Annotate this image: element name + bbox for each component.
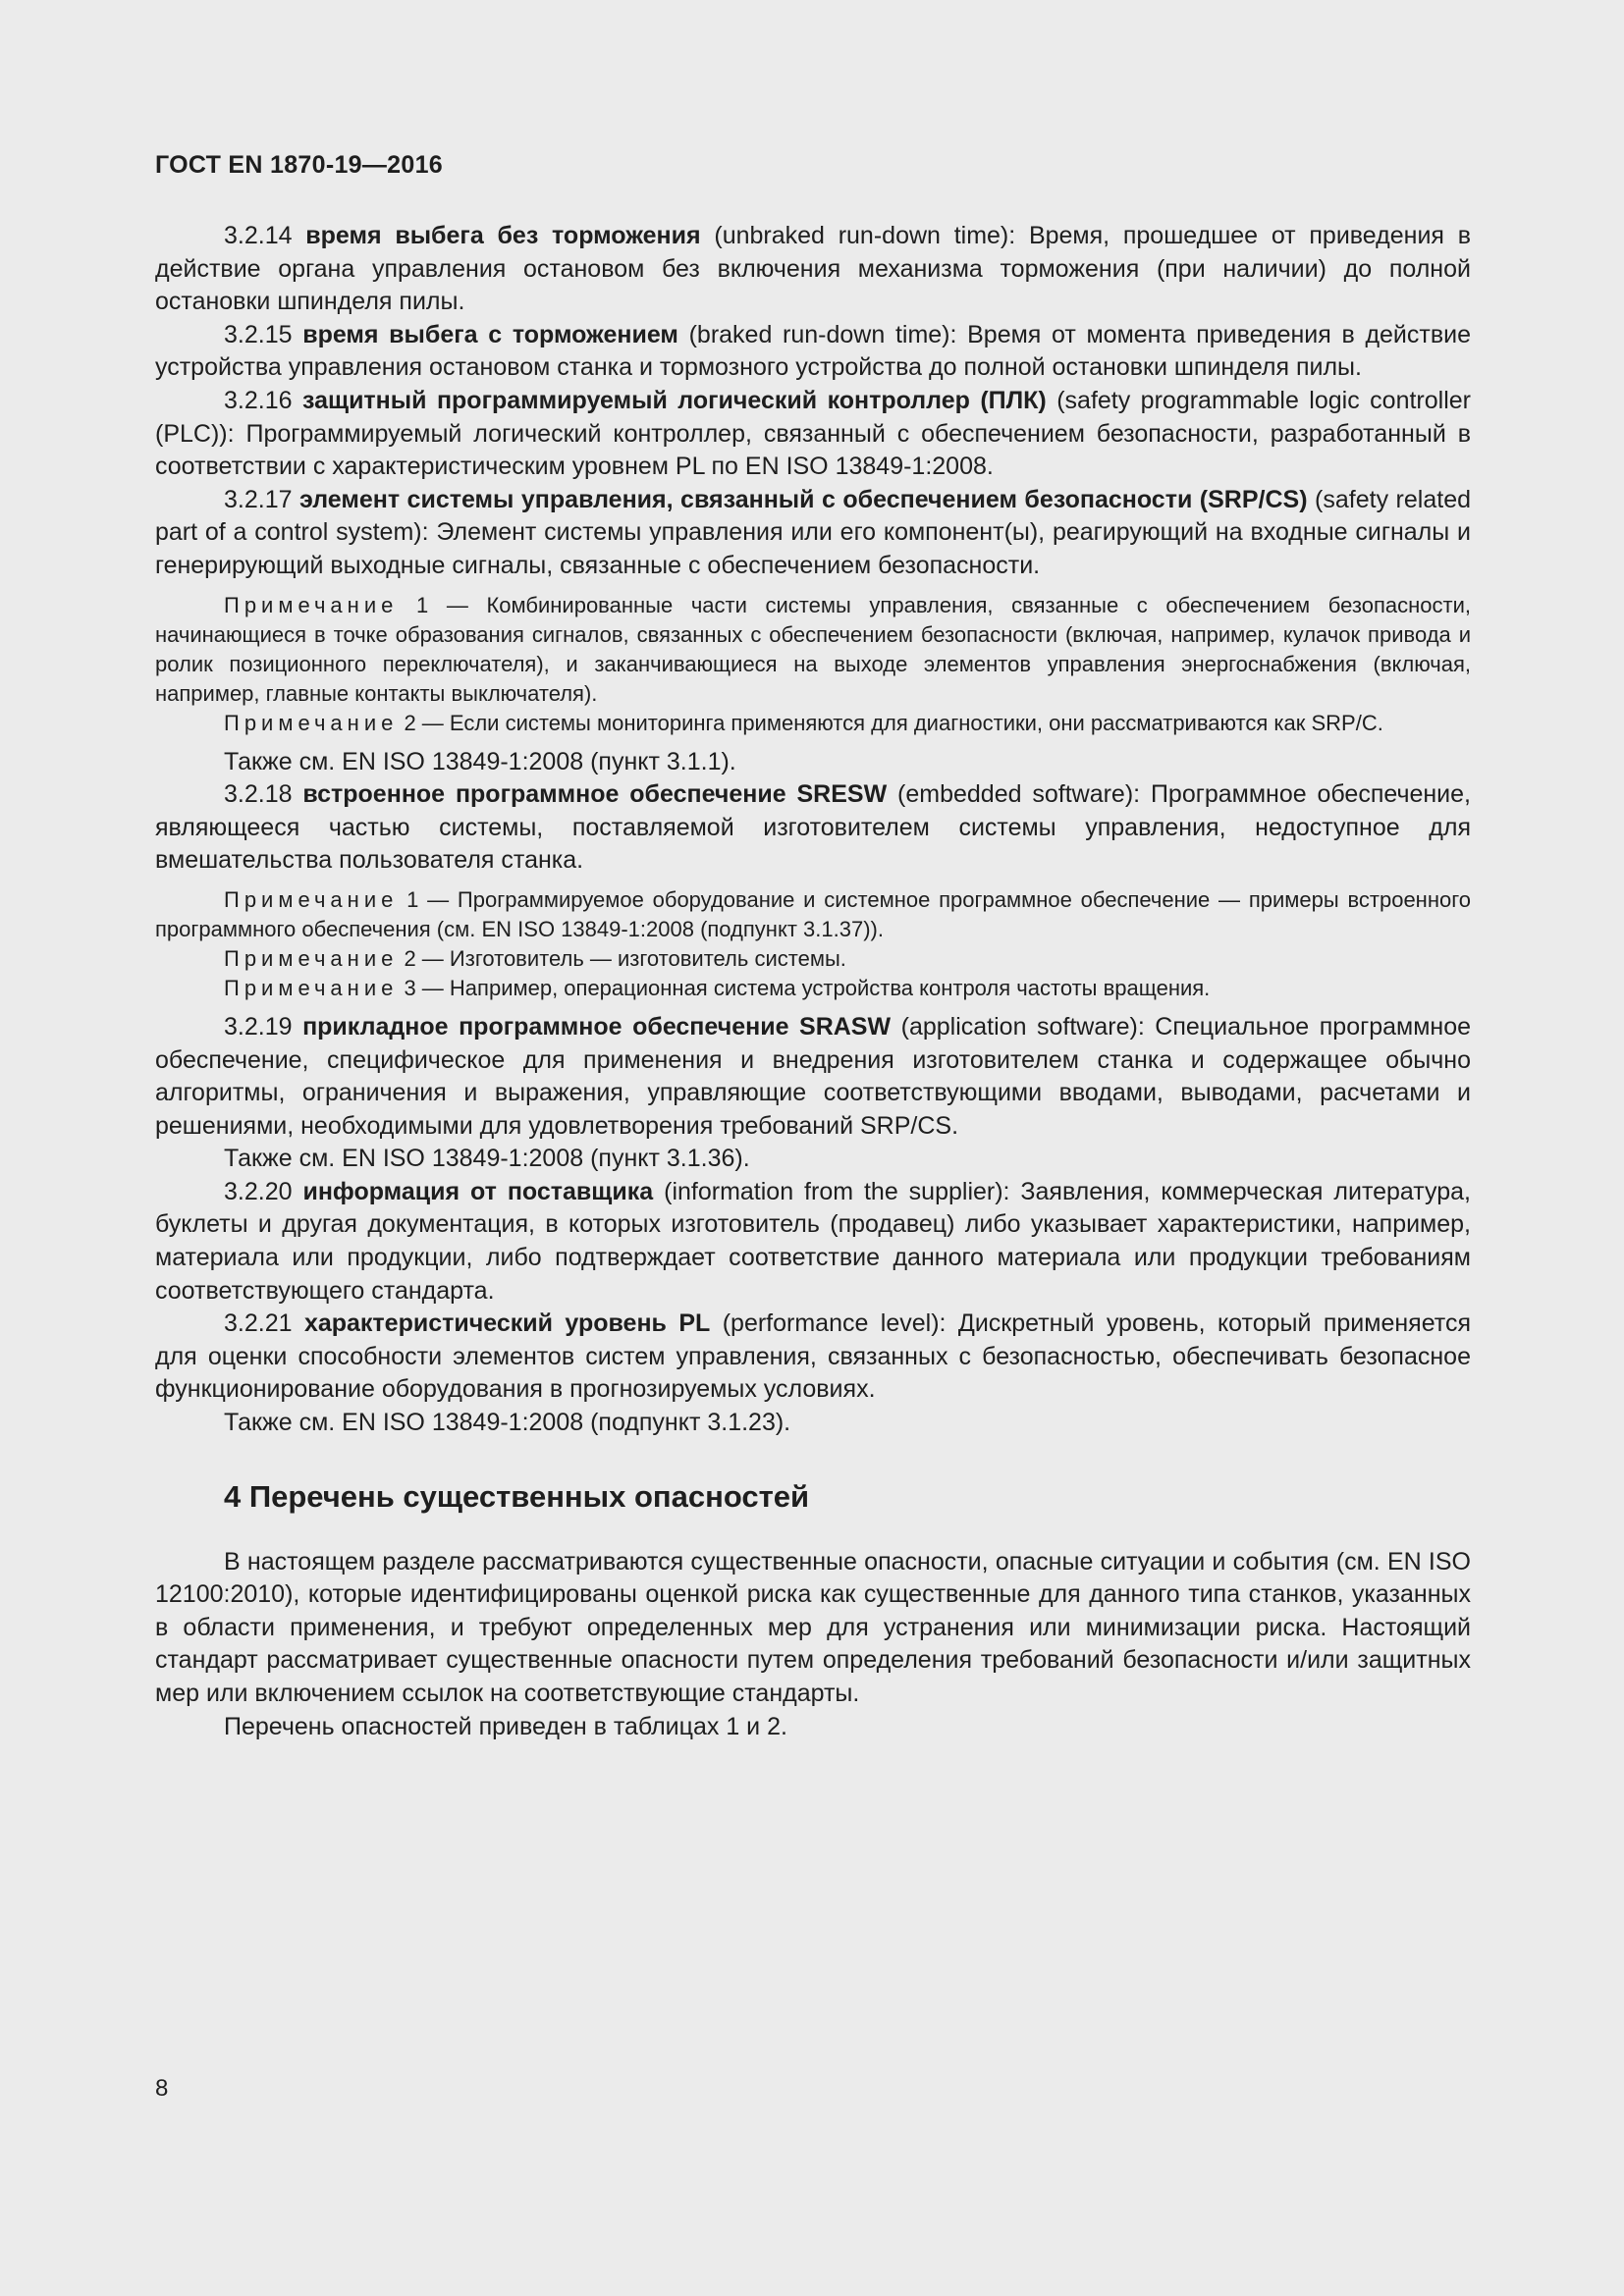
clause-number: 3.2.19 — [224, 1012, 293, 1041]
clause-term: информация от поставщика — [302, 1177, 654, 1205]
clause-number: 3.2.17 — [224, 485, 293, 513]
note-label: Примечание — [224, 975, 399, 1000]
clause-term: элемент системы управления, связанный с обеспечением безопасности (SRP/CS) — [299, 485, 1308, 513]
clause-3-2-20 — [155, 1176, 1471, 1308]
clause-term: характеристический уровень PL — [303, 1309, 711, 1338]
clause-text: (information from the supplier): Заявления, коммерческая литература, буклеты и другая документация, в которых изготовитель (продавец) либо указывает характеристики, например, материала или продукции, либо подтверждает соответствие данного материала или продукции требованиям соответствующего стандарта. — [155, 1177, 1471, 1305]
clause-term: встроенное программное обеспечение SRESW — [302, 780, 888, 809]
clause-term: защитный программируемый логический контроллер (ПЛК) — [301, 386, 1047, 414]
clause-3-2-16 — [155, 385, 1471, 484]
clause-number: 3.2.18 — [224, 780, 293, 809]
note-text: 3 — Например, операционная система устройства контроля частоты вращения. — [398, 975, 1211, 1000]
clause-text: (embedded software): Программное обеспечение, являющееся частью системы, поставляемой изготовителем системы управления, недоступное для вмешательства пользователя станка. — [155, 780, 1471, 875]
clause-text: (performance level): Дискретный уровень, который применяется для оценки способности элементов систем управления, связанных с безопасностью, обеспечивать безопасное функционирование оборудования в прогнозируемых условиях. — [155, 1309, 1471, 1404]
note-3-2-18-2 — [155, 944, 1471, 974]
clause-term: время выбега без торможения — [305, 222, 701, 249]
note-3-2-18-1 — [155, 885, 1471, 944]
document-body — [155, 220, 1471, 1743]
clause-text: (application software): Специальное программное обеспечение, специфическое для применения и внедрения изготовителем станка и содержащее обычно алгоритмы, ограничения и выражения, управляющие соответствующими вводами, выводами, расчетами и решениями, необходимыми для удовлетворения требований SRP/CS. — [155, 1012, 1472, 1140]
clause-3-2-15 — [155, 319, 1471, 385]
see-also-3-2-19: Также см. EN ISO 13849-1:2008 (пункт 3.1.36). — [224, 1145, 750, 1173]
clause-text: (safety programmable logic controller (PLC)): Программируемый логический контроллер, связанный с обеспечением безопасности, разработанный в соответствии с характеристическим уровнем PL по EN ISO 13849-1:2008. — [155, 386, 1471, 481]
clause-number: 3.2.20 — [224, 1177, 293, 1205]
note-3-2-18-3 — [155, 974, 1471, 1003]
clause-3-2-21 — [155, 1308, 1471, 1407]
clause-text: (unbraked run-down time): Время, прошедшее от приведения в действие органа управления остановом без включения механизма торможения (при наличии) до полной остановки шпинделя пилы. — [155, 222, 1472, 316]
clause-text: (safety related part of a control system): Элемент системы управления или его компонент(ы), реагирующий на входные сигналы и генерирующий выходные сигналы, связанные с обеспечением безопасности. — [155, 485, 1472, 579]
note-label: Примечание — [224, 710, 399, 735]
section-4-paragraph-1: В настоящем разделе рассматриваются существенные опасности, опасные ситуации и события (см. EN ISO 12100:2010), которые идентифицированы оценкой риска как существенные для данного типа станков, указанных в области применения, и требуют определенных мер для устранения или минимизации риска. Настоящий стандарт рассматривает существенные опасности путем определения требований безопасности и/или защитных мер или включением ссылок на соответствующие стандарты. — [155, 1547, 1471, 1707]
clause-term: прикладное программное обеспечение SRASW — [302, 1012, 892, 1041]
section-4-heading: 4 Перечень существенных опасностей — [224, 1478, 810, 1514]
clause-3-2-17 — [155, 484, 1471, 583]
clause-number: 3.2.14 — [224, 222, 293, 249]
see-also-3-2-17: Также см. EN ISO 13849-1:2008 (пункт 3.1.1). — [224, 747, 736, 775]
clause-number: 3.2.15 — [224, 320, 293, 348]
clause-3-2-14 — [155, 220, 1471, 319]
note-text: 2 — Изготовитель — изготовитель системы. — [398, 945, 846, 971]
note-3-2-17-2 — [155, 709, 1471, 738]
note-text: 1 — Комбинированные части системы управления, связанные с обеспечением безопасности, начинающиеся в точке образования сигналов, связанных с обеспечением безопасности (включая, например, кулачок привода и ролик позиционного переключателя), и заканчивающиеся на выходе элементов управления энергоснабжения (включая, например, главные контакты выключателя). — [155, 592, 1471, 706]
clause-text: (braked run-down time): Время от момента приведения в действие устройства управления остановом станка и тормозного устройства до полной остановки шпинделя пилы. — [155, 320, 1472, 382]
note-text: 1 — Программируемое оборудование и системное программное обеспечение — примеры встроенного программного обеспечения (см. EN ISO 13849-1:2008 (подпункт 3.1.37)). — [155, 886, 1471, 941]
note-label: Примечание — [224, 945, 399, 971]
clause-number: 3.2.21 — [224, 1309, 293, 1338]
see-also-3-2-21: Также см. EN ISO 13849-1:2008 (подпункт 3.1.23). — [224, 1409, 791, 1437]
note-label: Примечание — [224, 592, 399, 617]
clause-3-2-19 — [155, 1011, 1471, 1143]
note-text: 2 — Если системы мониторинга применяются для диагностики, они рассматриваются как SRP/C. — [398, 710, 1383, 735]
clause-number: 3.2.16 — [224, 386, 293, 414]
clause-term: время выбега с торможением — [302, 320, 678, 348]
section-4-paragraph-2: Перечень опасностей приведен в таблицах 1 и 2. — [224, 1712, 787, 1740]
note-label: Примечание — [224, 886, 399, 912]
page-number: 8 — [155, 2075, 169, 2102]
document-header: ГОСТ EN 1870-19—2016 — [155, 151, 443, 179]
clause-3-2-18 — [155, 778, 1471, 878]
note-3-2-17-1 — [155, 591, 1471, 709]
